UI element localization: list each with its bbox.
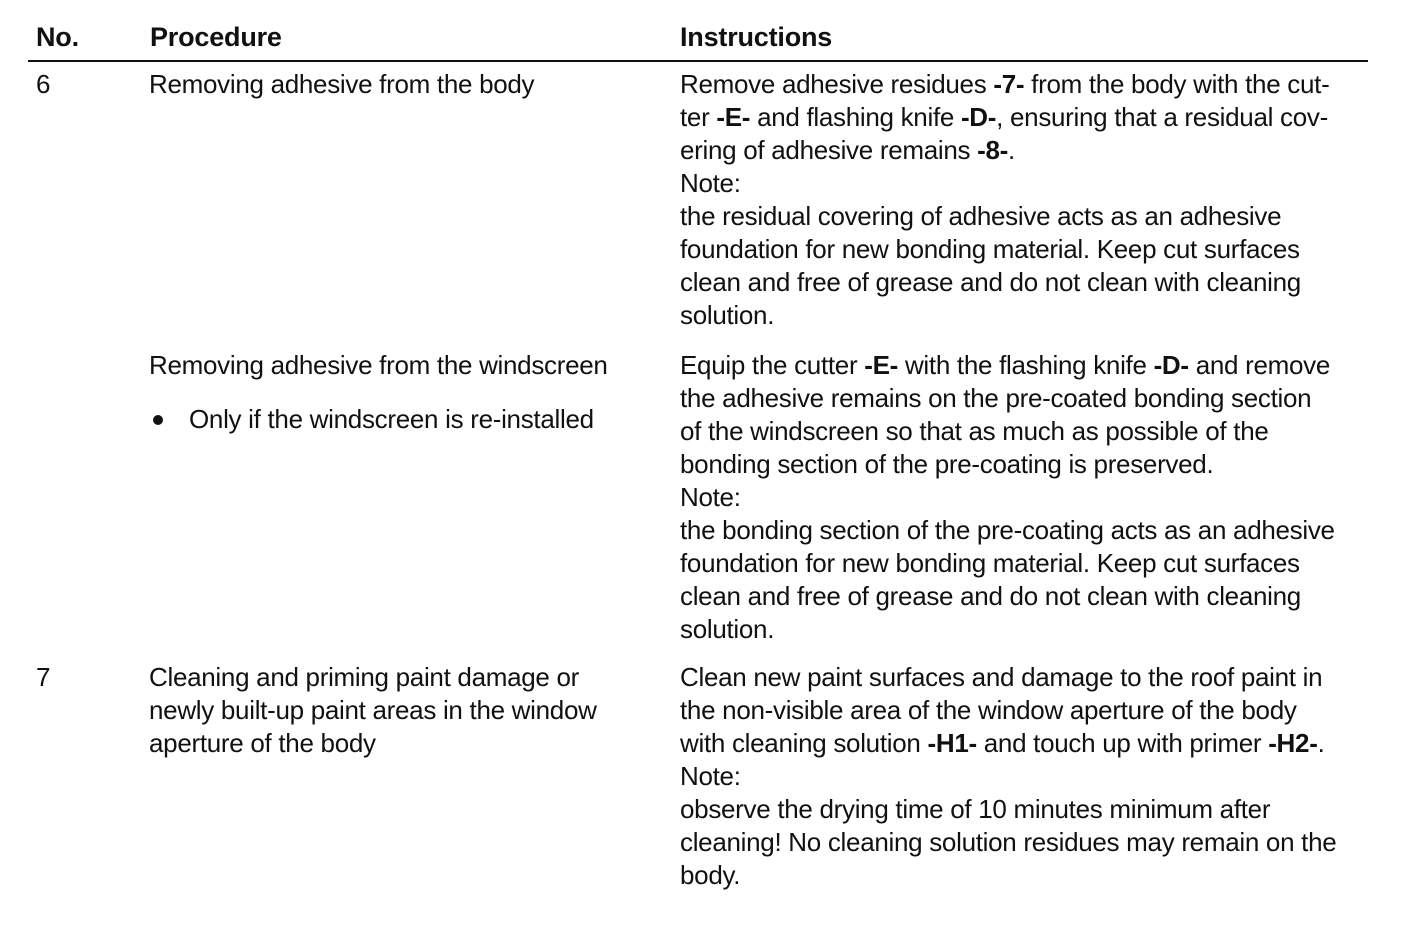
- row-7-instr-line: with cleaning solution -H1- and touch up with primer -H2-.: [680, 728, 1325, 758]
- row-6-procedure: Removing adhesive from the body: [149, 69, 535, 99]
- windscreen-note-line: solution.: [680, 614, 775, 644]
- windscreen-note-line: foundation for new bonding material. Keep cut surfaces: [680, 548, 1300, 578]
- bullet-text: Only if the windscreen is re-installed: [189, 404, 594, 434]
- header-no: No.: [36, 22, 79, 52]
- windscreen-note-line: the bonding section of the pre-coating acts as an adhesive: [680, 515, 1335, 545]
- windscreen-procedure-title: Removing adhesive from the windscreen: [149, 350, 608, 380]
- windscreen-condition-bullet: [149, 403, 649, 436]
- row-7-procedure: [149, 661, 649, 760]
- row-7-note-line: observe the drying time of 10 minutes minimum after: [680, 794, 1271, 824]
- row-6-note-line: the residual covering of adhesive acts as an adhesive: [680, 201, 1282, 231]
- header-procedure: Procedure: [150, 22, 282, 52]
- row-6-instructions: [680, 68, 1370, 332]
- windscreen-note-label: Note:: [680, 482, 741, 512]
- row-6-note-line: solution.: [680, 300, 775, 330]
- windscreen-note-line: clean and free of grease and do not clean with cleaning: [680, 581, 1301, 611]
- row-windscreen-procedure: [149, 349, 649, 436]
- row-7-procedure-line: aperture of the body: [149, 728, 376, 758]
- row-6-instr-line: ter -E- and flashing knife -D-, ensuring that a residual cov-: [680, 102, 1328, 132]
- windscreen-instr-line: Equip the cutter -E- with the flashing knife -D- and remove: [680, 350, 1330, 380]
- row-6-instr-line: ering of adhesive remains -8-.: [680, 135, 1015, 165]
- row-7-procedure-line: newly built-up paint areas in the window: [149, 695, 597, 725]
- row-7-instr-line: Clean new paint surfaces and damage to the roof paint in: [680, 662, 1323, 692]
- header-divider: [28, 60, 1368, 62]
- header-instructions: Instructions: [680, 22, 833, 52]
- row-6-note-label: Note:: [680, 168, 741, 198]
- row-6-note-line: clean and free of grease and do not clean with cleaning: [680, 267, 1301, 297]
- row-7-note-line: cleaning! No cleaning solution residues may remain on the: [680, 827, 1337, 857]
- windscreen-instr-line: bonding section of the pre-coating is preserved.: [680, 449, 1214, 479]
- table-header: [28, 18, 1368, 58]
- row-windscreen-instructions: [680, 349, 1370, 646]
- windscreen-instr-line: the adhesive remains on the pre-coated bonding section: [680, 383, 1312, 413]
- row-7-procedure-line: Cleaning and priming paint damage or: [149, 662, 580, 692]
- windscreen-instr-line: of the windscreen so that as much as possible of the: [680, 416, 1269, 446]
- bullet-icon: [153, 415, 163, 425]
- row-7-instructions: [680, 661, 1370, 892]
- row-7-note-label: Note:: [680, 761, 741, 791]
- row-6-number: 6: [36, 69, 51, 99]
- row-6-instr-line: Remove adhesive residues -7- from the body with the cut-: [680, 69, 1330, 99]
- row-7-note-line: body.: [680, 860, 741, 890]
- row-7-instr-line: the non-visible area of the window aperture of the body: [680, 695, 1297, 725]
- row-6-note-line: foundation for new bonding material. Keep cut surfaces: [680, 234, 1300, 264]
- row-7-number: 7: [36, 662, 51, 692]
